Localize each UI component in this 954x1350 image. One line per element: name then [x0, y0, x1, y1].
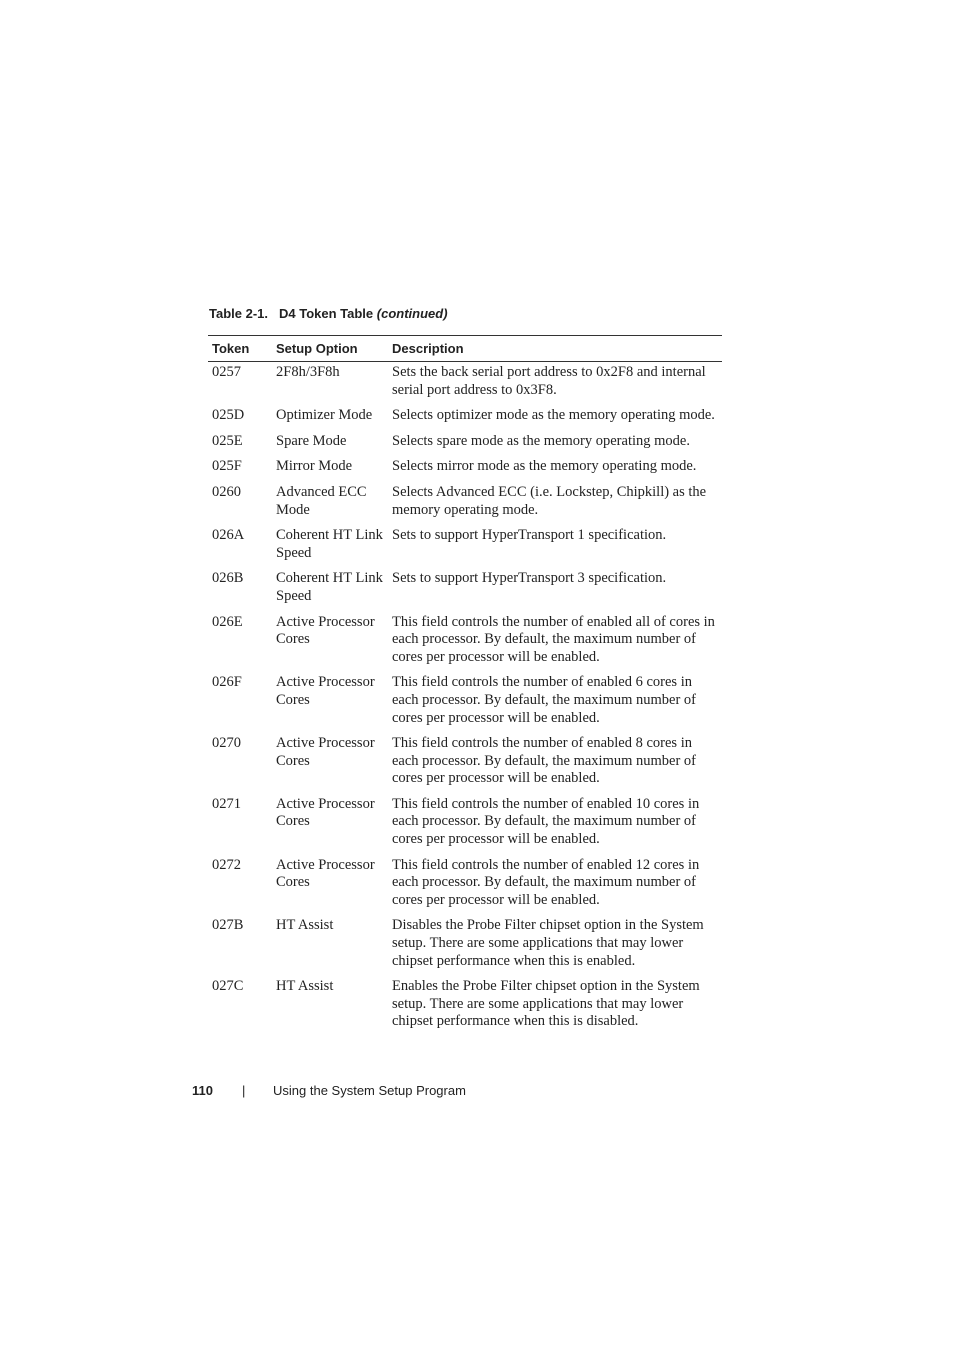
table-number: Table 2-1.: [209, 306, 269, 321]
token-cell: 027C: [212, 978, 244, 995]
setup-option-cell: Active Processor Cores: [276, 795, 375, 830]
table-continued: (continued): [376, 306, 448, 321]
description-cell: Disables the Probe Filter chipset option in the System setup. There are some applications that may lower chipset performance when this is enabled.: [392, 917, 704, 969]
setup-option-cell: Optimizer Mode: [276, 407, 373, 424]
token-cell: 026F: [212, 674, 242, 691]
token-cell: 0272: [212, 856, 241, 873]
description-cell: This field controls the number of enabled 10 cores in each processor. By default, the maximum number of cores per processor will be enabled.: [392, 795, 700, 848]
setup-option-cell: HT Assist: [276, 917, 334, 934]
table-row: [208, 735, 722, 796]
setup-option-cell: Advanced ECC Mode: [276, 483, 367, 518]
description-cell: Sets to support HyperTransport 3 specification.: [392, 570, 667, 587]
token-cell: 026B: [212, 570, 244, 587]
description-cell: Sets the back serial port address to 0x2F8 and internal serial port address to 0x3F8.: [392, 364, 706, 398]
table-row: [208, 674, 722, 735]
description-cell: Selects mirror mode as the memory operating mode.: [392, 458, 697, 475]
table-row: [208, 458, 722, 484]
token-cell: 026E: [212, 613, 243, 630]
token-cell: 0257: [212, 364, 241, 380]
table-row: [208, 527, 722, 570]
token-cell: 025F: [212, 458, 242, 475]
token-cell: 025D: [212, 407, 245, 424]
setup-option-cell: Coherent HT Link Speed: [276, 527, 383, 561]
setup-option-cell: Coherent HT Link Speed: [276, 570, 383, 604]
setup-option-cell: Active Processor Cores: [276, 613, 375, 648]
token-cell: 026A: [212, 527, 245, 544]
token-cell: 0271: [212, 795, 241, 812]
setup-option-cell: Mirror Mode: [276, 458, 353, 475]
table-caption: [209, 306, 448, 321]
description-cell: This field controls the number of enabled 8 cores in each processor. By default, the maximum number of cores per processor will be enabled.: [392, 735, 697, 787]
table-row: [208, 614, 722, 675]
table-row: [208, 407, 722, 433]
token-cell: 0270: [212, 735, 241, 752]
setup-option-cell: 2F8h/3F8h: [276, 364, 340, 380]
column-header-description: Description: [392, 341, 464, 356]
column-header-setup-option: Setup Option: [276, 341, 358, 356]
table-row: [208, 570, 722, 613]
setup-option-cell: Spare Mode: [276, 432, 347, 449]
setup-option-cell: Active Processor Cores: [276, 856, 375, 891]
description-cell: This field controls the number of enabled all of cores in each processor. By default, the maximum number of cores per processor will be enabled.: [392, 613, 715, 665]
description-cell: This field controls the number of enabled 6 cores in each processor. By default, the maximum number of cores per processor will be enabled.: [392, 674, 697, 726]
description-cell: Sets to support HyperTransport 1 specification.: [392, 527, 667, 544]
setup-option-cell: Active Processor Cores: [276, 735, 375, 769]
table-row: [208, 978, 722, 1039]
table-row: [208, 796, 722, 857]
table-header: [208, 335, 722, 362]
d4-token-table: [208, 335, 722, 1039]
footer-separator: |: [242, 1083, 246, 1098]
description-cell: Selects optimizer mode as the memory operating mode.: [392, 407, 715, 424]
description-cell: Selects Advanced ECC (i.e. Lockstep, Chipkill) as the memory operating mode.: [392, 483, 707, 518]
table-row: [208, 433, 722, 459]
table-title: D4 Token Table: [279, 306, 374, 321]
setup-option-cell: HT Assist: [276, 978, 334, 995]
token-cell: 027B: [212, 917, 244, 934]
table-body: [208, 362, 722, 1039]
table-row: [208, 484, 722, 527]
token-cell: 0260: [212, 483, 241, 500]
description-cell: This field controls the number of enabled 12 cores in each processor. By default, the maximum number of cores per processor will be enabled.: [392, 856, 700, 908]
token-cell: 025E: [212, 432, 243, 449]
table-row: [208, 857, 722, 918]
description-cell: Enables the Probe Filter chipset option in the System setup. There are some applications that may lower chipset performance when this is disabled.: [392, 978, 700, 1030]
table-row: [208, 917, 722, 978]
description-cell: Selects spare mode as the memory operating mode.: [392, 432, 690, 449]
table-row: [208, 362, 722, 407]
page-number: 110: [192, 1083, 213, 1098]
column-header-token: Token: [212, 341, 250, 356]
setup-option-cell: Active Processor Cores: [276, 674, 375, 708]
section-title: Using the System Setup Program: [273, 1083, 466, 1098]
